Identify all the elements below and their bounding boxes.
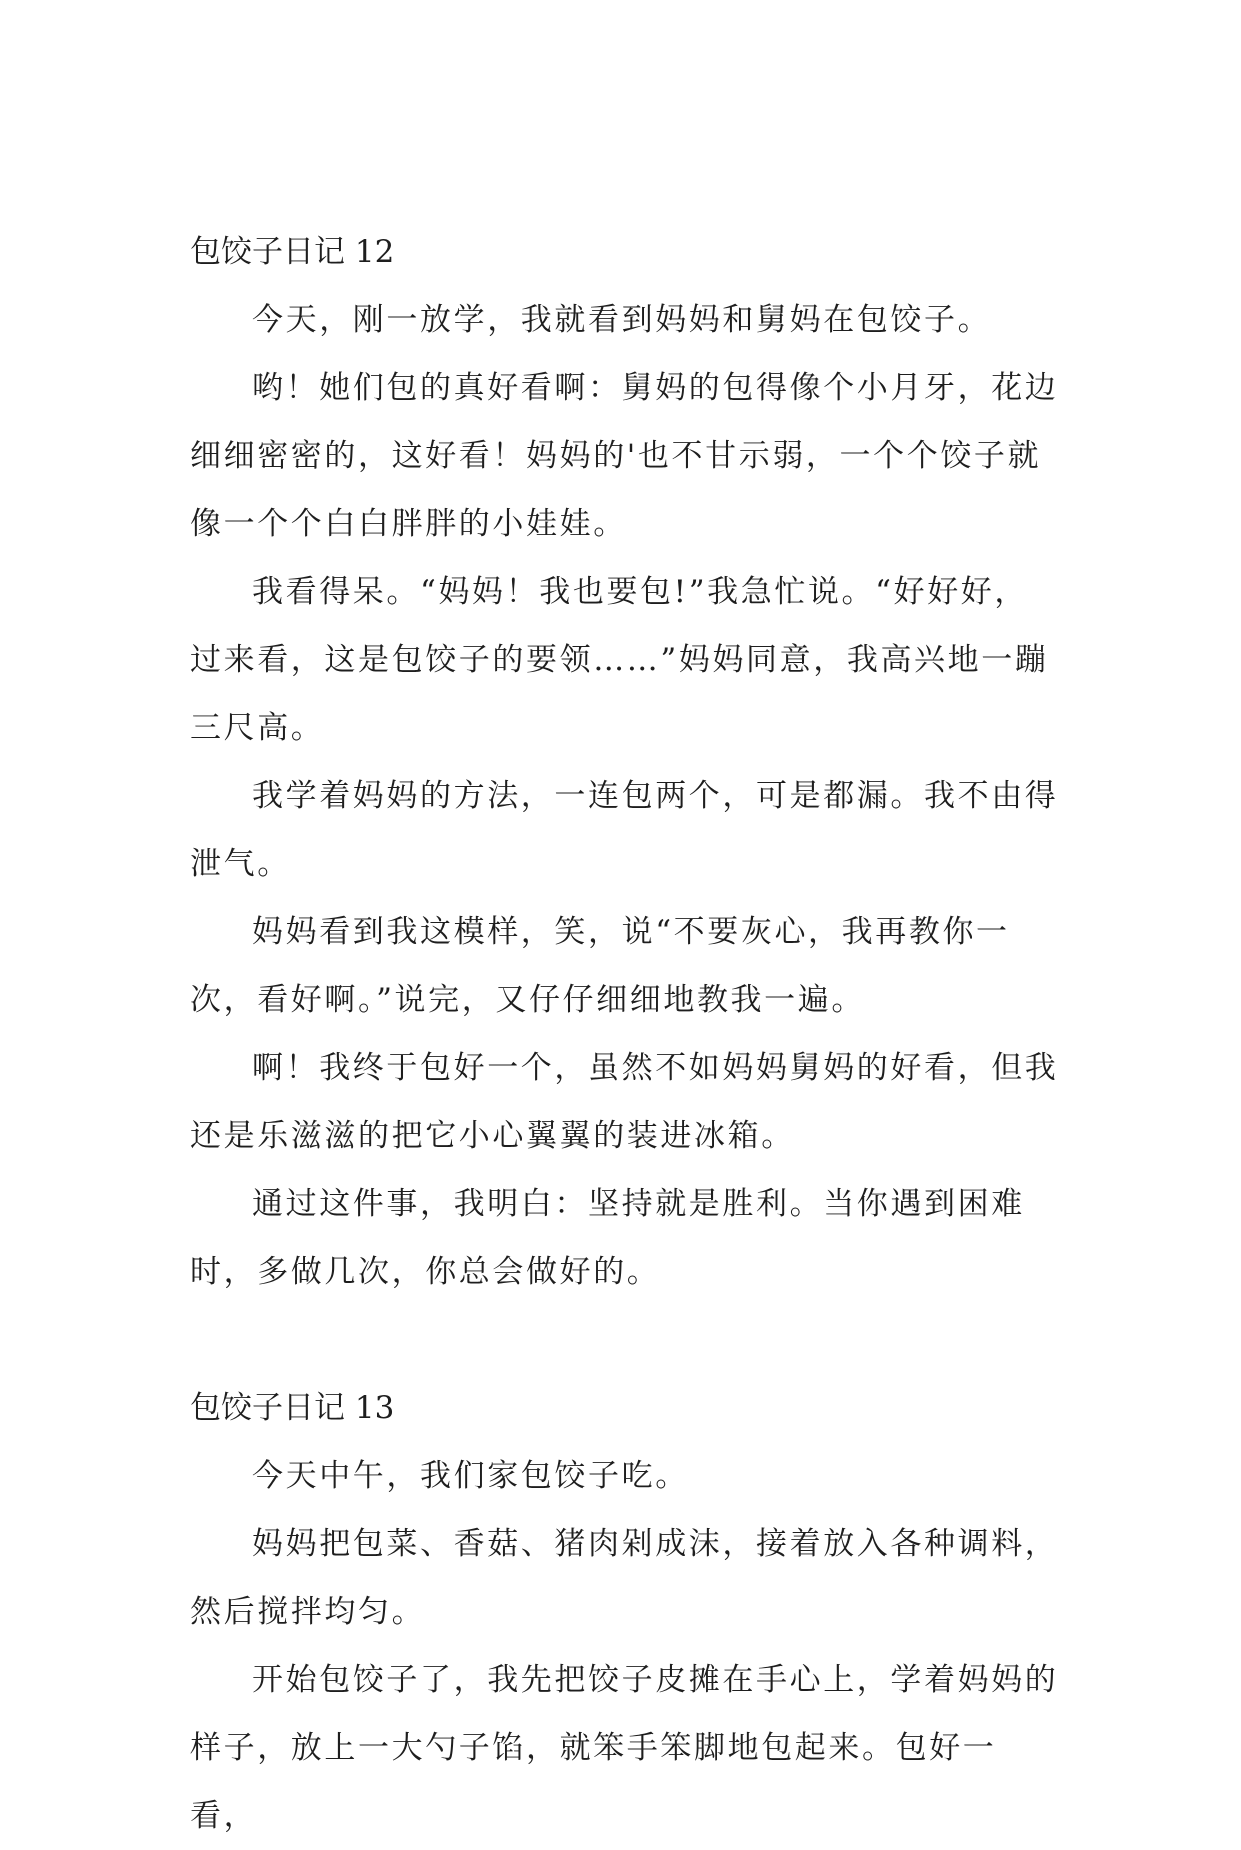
diary-entry-13 <box>190 1374 1060 1850</box>
paragraph: 我学着妈妈的方法，一连包两个，可是都漏。我不由得泄气。 <box>190 778 1059 882</box>
paragraph: 啊！我终于包好一个，虽然不如妈妈舅妈的好看，但我还是乐滋滋的把它小心翼翼的装进冰箱。 <box>190 1050 1059 1154</box>
paragraph: 妈妈看到我这模样，笑，说“不要灰心，我再教你一次，看好啊。”说完，又仔仔细细地教我一遍。 <box>190 914 1010 1018</box>
entry-title: 包饺子日记 13 <box>190 1390 395 1426</box>
paragraph: 妈妈把包菜、香菇、猪肉剁成沫，接着放入各种调料，然后搅拌均匀。 <box>190 1526 1059 1630</box>
diary-entry-12 <box>190 218 1060 1306</box>
paragraph: 开始包饺子了，我先把饺子皮摊在手心上，学着妈妈的样子，放上一大勺子馅，就笨手笨脚地包起来。包好一看， <box>190 1662 1059 1834</box>
paragraph: 我看得呆。“妈妈！我也要包!”我急忙说。“好好好，过来看，这是包饺子的要领……”妈妈同意，我高兴地一蹦三尺高。 <box>190 574 1049 746</box>
entry-title: 包饺子日记 12 <box>190 234 395 270</box>
document-body <box>190 218 1060 1850</box>
paragraph: 哟！她们包的真好看啊：舅妈的包得像个小月牙，花边细细密密的，这好看！妈妈的'也不甘示弱，一个个饺子就像一个个白白胖胖的小娃娃。 <box>190 370 1059 542</box>
paragraph: 今天中午，我们家包饺子吃。 <box>252 1458 689 1494</box>
paragraph: 通过这件事，我明白：坚持就是胜利。当你遇到困难时，多做几次，你总会做好的。 <box>190 1186 1025 1290</box>
paragraph: 今天，刚一放学，我就看到妈妈和舅妈在包饺子。 <box>252 302 992 338</box>
